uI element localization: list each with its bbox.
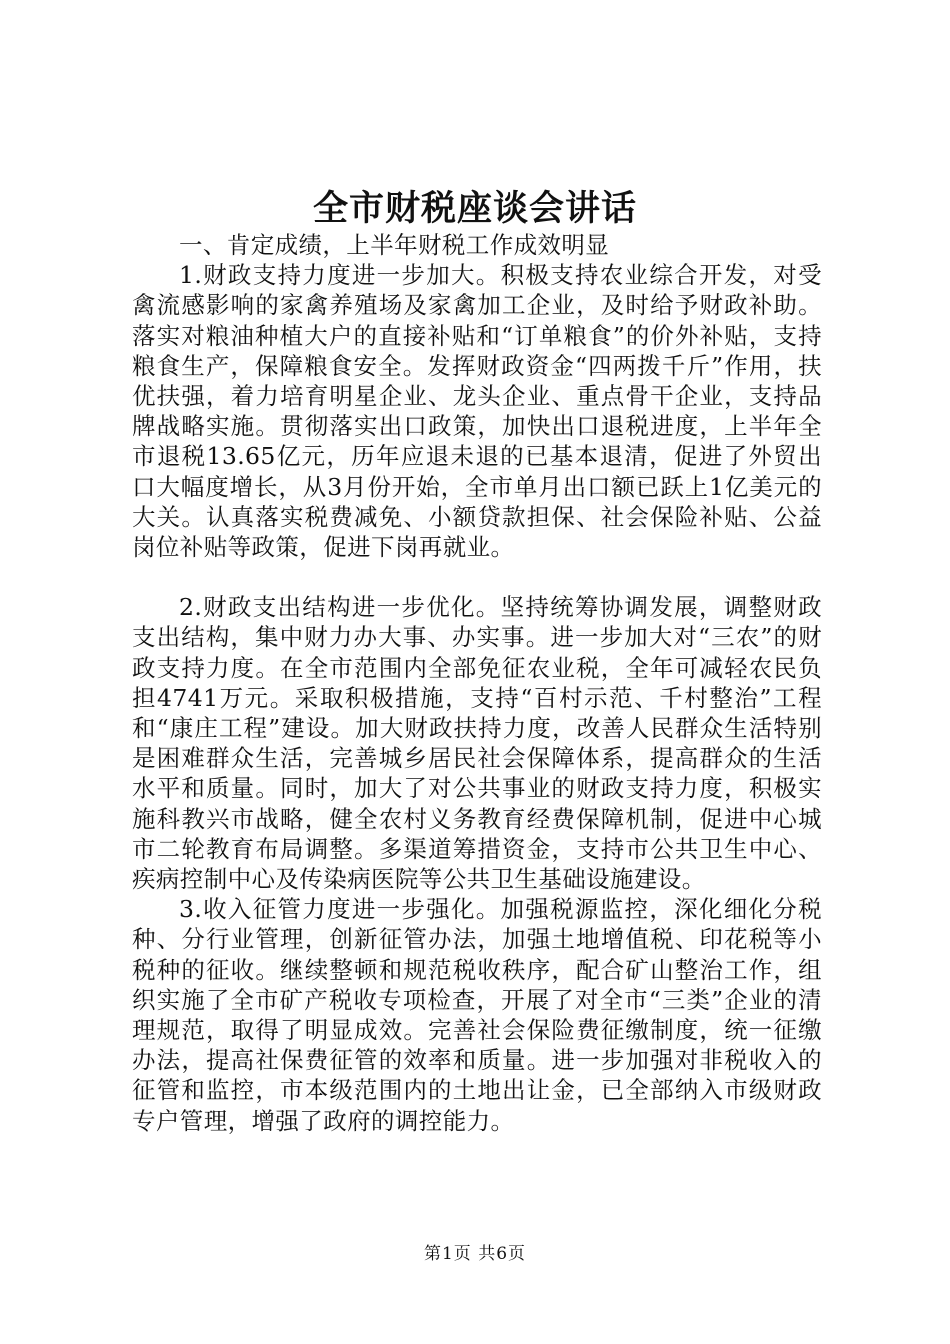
paragraph-2: 2.财政支出结构进一步优化。坚持统筹协调发展，调整财政支出结构，集中财力办大事、办实事。进一步加大对“三农”的财政支持力度。在全市范围内全部免征农业税，全年可减轻农民负担4741万元。采取积极措施，支持“百村示范、千村整治”工程和“康庄工程”建设。加大财政扶持力度，改善人民群众生活特别是困难群众生活，完善城乡居民社会保障体系，提高群众的生活水平和质量。同时，加大了对公共事业的财政支持力度，积极实施科教兴市战略，健全农村义务教育经费保障机制，促进中心城市二轮教育布局调整。多渠道筹措资金，支持市公共卫生中心、疾病控制中心及传染病医院等公共卫生基础设施建设。 bbox=[132, 593, 822, 894]
page-title: 全市财税座谈会讲话 bbox=[312, 188, 637, 229]
paragraph-1: 1.财政支持力度进一步加大。积极支持农业综合开发，对受禽流感影响的家禽养殖场及家禽加工企业，及时给予财政补助。落实对粮油种植大户的直接补贴和“订单粮食”的价外补贴，支持粮食生产，保障粮食安全。发挥财政资金“四两拨千斤”作用，扶优扶强，着力培育明星企业、龙头企业、重点骨干企业，支持品牌战略实施。贯彻落实出口政策，加快出口退税进度，上半年全市退税13.65亿元，历年应退未退的已基本退清，促进了外贸出口大幅度增长，从3月份开始，全市单月出口额已跃上1亿美元的大关。认真落实税费减免、小额贷款担保、社会保险补贴、公益岗位补贴等政策，促进下岗再就业。 bbox=[132, 261, 822, 562]
section-heading: 一、肯定成绩，上半年财税工作成效明显 bbox=[179, 231, 610, 259]
document-body bbox=[132, 230, 822, 1136]
paragraph-3: 3.收入征管力度进一步强化。加强税源监控，深化细化分税种、分行业管理，创新征管办法，加强土地增值税、印花税等小税种的征收。继续整顿和规范税收秩序，配合矿山整治工作，组织实施了全市矿产税收专项检查，开展了对全市“三类”企业的清理规范，取得了明显成效。完善社会保险费征缴制度，统一征缴办法，提高社保费征管的效率和质量。进一步加强对非税收入的征管和监控，市本级范围内的土地出让金，已全部纳入市级财政专户管理，增强了政府的调控能力。 bbox=[132, 895, 822, 1135]
page-number: 第1页 共6页 bbox=[423, 1244, 527, 1264]
